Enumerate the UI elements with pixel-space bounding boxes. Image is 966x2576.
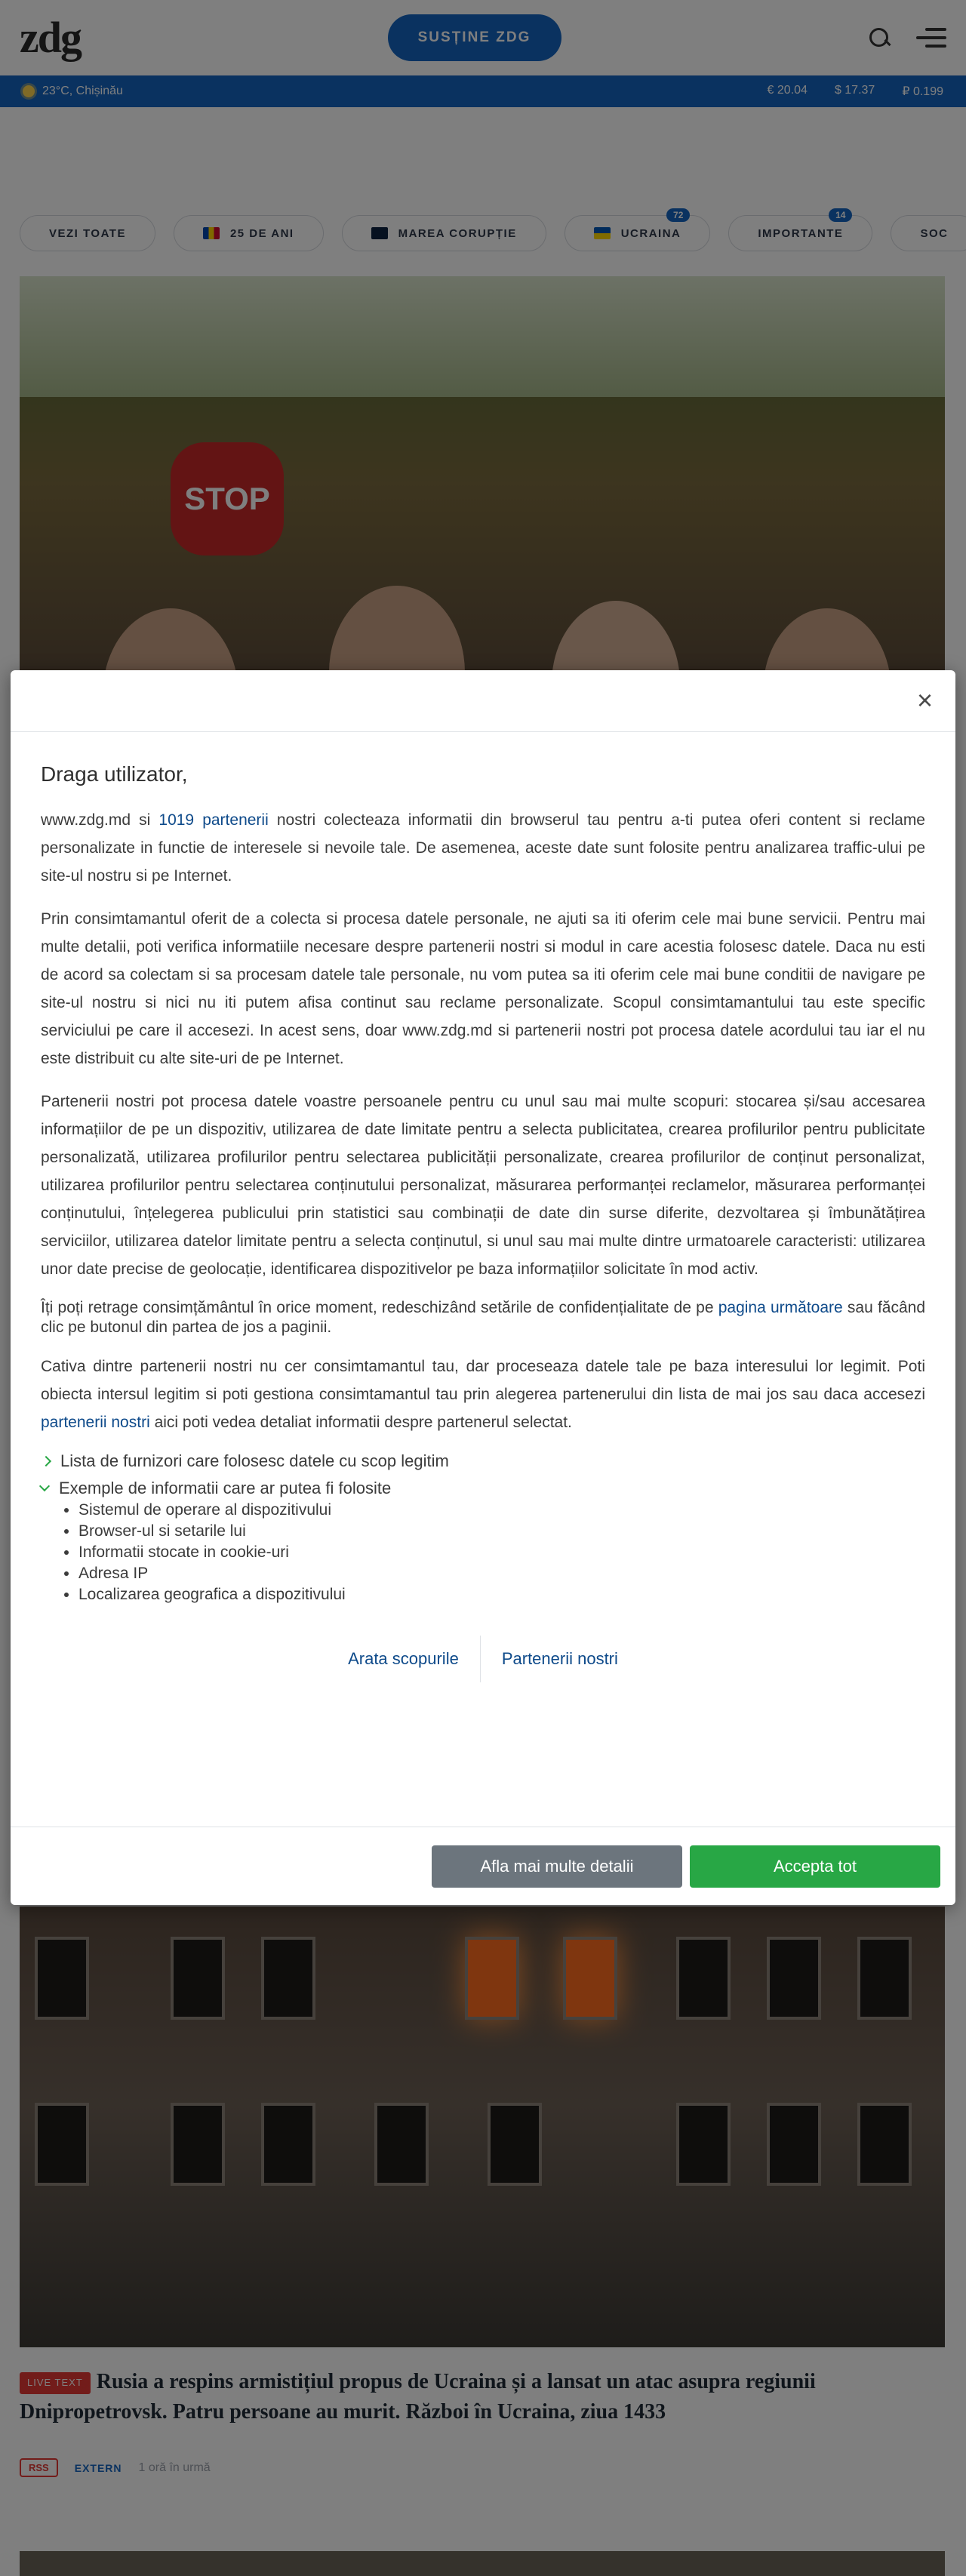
next-page-link[interactable]: pagina următoare [718, 1299, 843, 1316]
text: nostri colecteaza informatii din browserul tau pentru a-ti putea oferi content si reclame personalizate in functie de interesele si nevoile tale. De asemenea, aceste date sunt folosite pentru analizarea traffic-ului pe site-ul nostru si pe Internet. [41, 811, 925, 885]
list-item: • Sistemul de operare al dispozitivului [78, 1500, 925, 1521]
consent-paragraph-5 [41, 1353, 925, 1436]
chevron-right-icon [41, 1456, 51, 1467]
list-item: • Browser-ul si setarile lui [78, 1521, 925, 1542]
accept-all-button[interactable]: Accepta tot [690, 1845, 940, 1888]
consent-paragraph-1 [41, 806, 925, 890]
chevron-down-icon [39, 1481, 50, 1491]
examples-toggle[interactable] [41, 1479, 925, 1498]
legit-interest-toggle[interactable] [41, 1451, 925, 1471]
list-item: • Informatii stocate in cookie-uri [78, 1542, 925, 1563]
text: www.zdg.md si [41, 811, 159, 829]
partners-count-link[interactable]: 1019 partenerii [158, 811, 269, 829]
dialog-body [11, 732, 955, 1682]
text: Cativa dintre partenerii nostri nu cer consimtamantul tau, dar proceseaza datele tale pe baza interesului lor legimit. Poti obiecta intersul legitim si poti gestiona consimtamantul tau prin alegerea partenerului din lista de mai jos sau daca accesezi [41, 1358, 925, 1403]
consent-paragraph-3: Partenerii nostri pot procesa datele voastre persoanele pentru cu unul sau mai multe scopuri: stocarea și/sau accesarea informațiilor de pe un dispozitiv, utilizarea de date limitate pentru a selecta publicitatea, crearea profilurilor pentru publicitate personalizată, utilizarea profilurilor pentru selectarea publicității personalizate, crearea profilurilor de conținut personalizat, utilizarea profilurilor pentru selectarea conținutului personalizat, măsurarea performanței reclamelor, măsurarea performanței conținutului, înțelegerea publicului prin statistici sau combinații de date din surse diferite, dezvoltarea și îmbunătățirea serviciilor, utilizarea datelor limitate pentru a selecta conținutul, si unul sau mai multe dintre urmatoarele caracteristi: utilizarea unor date precise de geolocație, identificarea dispozitivelor pe baza informațiilor solicitate în mod activ. [41, 1093, 925, 1278]
more-details-button[interactable]: Afla mai multe detalii [432, 1845, 682, 1888]
our-partners-button[interactable]: Partenerii nostri [501, 1649, 618, 1668]
dialog-greeting: Draga utilizator, [41, 762, 188, 786]
consent-dialog [11, 670, 955, 1905]
examples-list [78, 1500, 925, 1605]
close-button[interactable]: × [916, 685, 933, 716]
legit-interest-label: Lista de furnizori care folosesc datele cu scop legitim [60, 1451, 449, 1470]
list-item: • Localizarea geografica a dispozitivului [78, 1584, 925, 1605]
consent-paragraph-4 [41, 1298, 925, 1337]
text: aici poti vedea detaliat informatii despre partenerul selectat. [149, 1414, 572, 1431]
examples-label: Exemple de informatii care ar putea fi folosite [59, 1479, 392, 1497]
text: sau făcând clic pe butonul din partea de jos a paginii. [41, 1299, 926, 1336]
dialog-header [11, 670, 955, 732]
text: Îți poți retrage consimțământul în orice moment, redeschizând setările de confidențialitate de pe [41, 1299, 718, 1316]
dialog-footer [11, 1827, 955, 1905]
dialog-links [41, 1636, 925, 1682]
list-item: • Adresa IP [78, 1563, 925, 1584]
our-partners-link[interactable]: partenerii nostri [41, 1414, 150, 1431]
consent-paragraph-2: Prin consimtamantul oferit de a colecta si procesa datele personale, ne ajuti sa iti oferim cele mai bune servicii. Pentru mai multe detalii, poti verifica informatiile necesare despre partenerii nostri si modul in care acestia folosesc datele. Daca nu esti de acord sa colectam si sa procesam datele tale personale, nu vom putea sa iti oferim cele mai bune conditii de navigare pe site-ul nostru si nici nu iti putem afisa continut sau reclame personalizate. Scopul consimtamantului tau este specific serviciului pe care il accesezi. In acest sens, doar www.zdg.md si partenerii nostri pot procesa datele acordului tau iar el nu este distribuit cu alte site-uri de pe Internet. [41, 910, 925, 1067]
show-purposes-link[interactable]: Arata scopurile [348, 1649, 459, 1668]
